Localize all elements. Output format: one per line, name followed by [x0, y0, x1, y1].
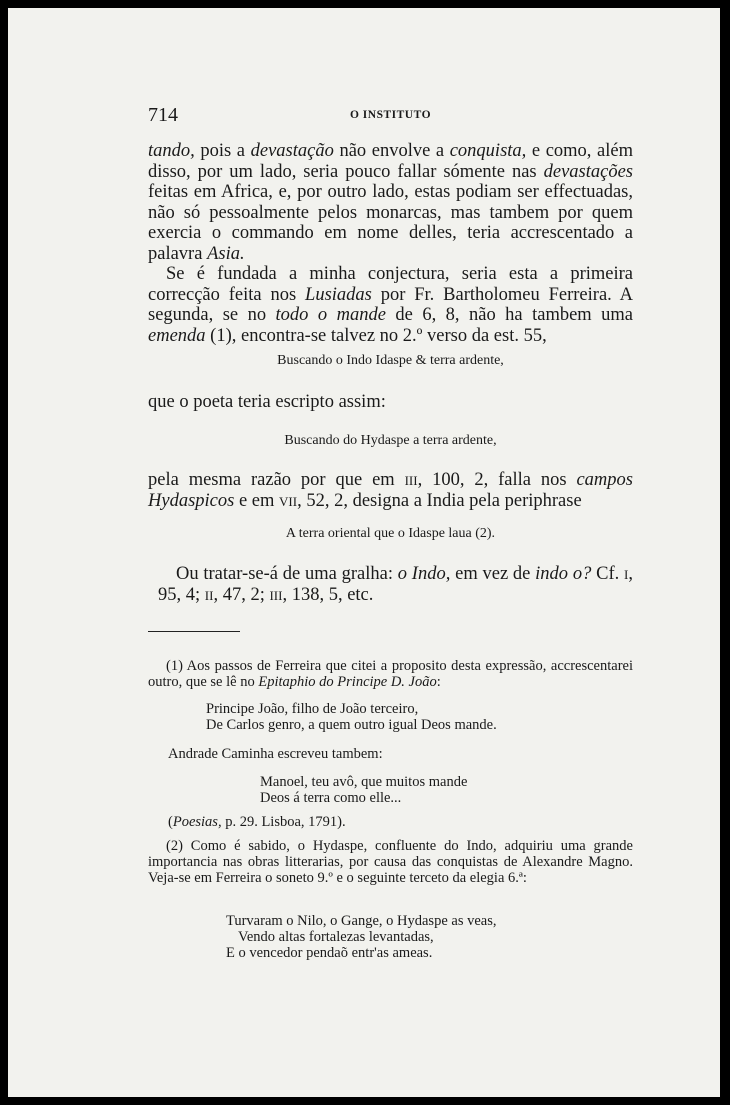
- text-run: e em: [234, 490, 280, 511]
- text-run: em vez de: [450, 564, 536, 584]
- text-run: não envolve a: [333, 141, 450, 161]
- paragraph-1: [148, 141, 633, 264]
- paragraph-3: [148, 470, 633, 511]
- italic-emenda: emenda: [148, 325, 206, 346]
- footnote-2: (2) Como é sabido, o Hydaspe, confluente do Indo, adquiriu uma grande importancia nas obras litterarias, por causa das conquistas de Alexandre Magno. Veja-se em Ferreira o soneto 9.º e o seguinte terceto da elegia 6.ª:: [148, 838, 633, 886]
- text-run: p. 29. Lisboa, 1791).: [221, 814, 346, 830]
- italic-devastacoes: devastações: [543, 161, 633, 182]
- text-run: , 138, 5, etc.: [282, 584, 374, 605]
- verse-quote-1: Buscando o Indo Idaspe & terra ardente,: [277, 353, 504, 368]
- footnote-1-continuation: Andrade Caminha escreveu tambem:: [168, 746, 383, 762]
- page: [8, 8, 720, 1097]
- text-run: pela mesma razão por que em: [148, 470, 405, 490]
- verse-quote-3: A terra oriental que o Idaspe laua (2).: [285, 526, 496, 541]
- italic-conquista: conquista,: [449, 141, 527, 161]
- footnote-1-source: [168, 814, 633, 830]
- footnote-1-verse-b: [260, 774, 630, 806]
- text-run: feitas em Africa, e, por outro lado, estas podiam ser effectuadas, não só pessoalmente pelos monarcas, mas tambem por quem exercia o commando em nome delles, teria accrescentado a palavra: [148, 182, 633, 264]
- italic-todo-o-mande: todo o mande: [275, 305, 386, 325]
- italic-o-indo: o Indo,: [397, 564, 451, 584]
- italic-poesias: Poesias,: [172, 814, 222, 830]
- text-run: Cf.: [591, 564, 625, 584]
- text-run: de 6, 8, não ha tambem uma: [385, 305, 633, 325]
- text-run: (1) Aos passos de Ferreira que citei a proposito desta expressão, accrescentarei outro, que se lê no: [148, 658, 633, 690]
- verse-line: Vendo altas fortalezas levantadas,: [238, 929, 434, 945]
- footnote-2-verse: [226, 913, 626, 961]
- roman-numeral: iii: [269, 584, 283, 605]
- text-run: , 95, 4;: [158, 564, 633, 605]
- footnote-1-verse-a: [206, 701, 626, 733]
- page-header: [148, 104, 633, 128]
- verse-quote-2: Buscando do Hydaspe a terra ardente,: [284, 433, 497, 448]
- verse-line: Turvaram o Nilo, o Gange, o Hydaspe as veas,: [226, 913, 497, 929]
- paragraph-2: [148, 264, 633, 346]
- roman-numeral: ii: [204, 584, 214, 605]
- text-run: , 100, 2, falla nos: [417, 470, 577, 490]
- text-run: Se é fundada a minha conjectura, seria esta a primeira correcção feita nos: [148, 264, 633, 305]
- verse-line: De Carlos genro, a quem outro igual Deos mande.: [206, 717, 497, 733]
- italic-campos-hydaspicos: campos Hydaspicos: [148, 470, 633, 511]
- italic-epitaphio: Epitaphio do Principe D. João: [258, 674, 437, 690]
- line-after-verse-1: que o poeta teria escripto assim:: [148, 392, 386, 412]
- page-number: 714: [148, 104, 178, 126]
- italic-lusiadas: Lusiadas: [305, 284, 372, 305]
- italic-devastacao: devastação: [250, 141, 334, 161]
- paragraph-4: [158, 564, 633, 605]
- text-run: , 47, 2;: [213, 584, 270, 605]
- roman-numeral: vii: [279, 490, 298, 511]
- text-run: , 52, 2, designa a India pela periphrase: [297, 490, 582, 511]
- verse-line: Principe João, filho de João terceiro,: [206, 701, 419, 717]
- text-run: pois a: [194, 141, 251, 161]
- italic-tando: tando,: [148, 141, 195, 161]
- roman-numeral: iii: [404, 470, 418, 490]
- footnote-divider: [148, 631, 240, 632]
- text-run: (1), encontra-se talvez no 2.º verso da est. 55,: [205, 325, 547, 346]
- verse-line: Manoel, teu avô, que muitos mande: [260, 774, 468, 790]
- text-run: Ou tratar-se-á de uma gralha:: [176, 564, 398, 584]
- italic-indo-o: indo o?: [535, 564, 592, 584]
- italic-asia: Asia.: [207, 243, 245, 264]
- roman-numeral: i: [624, 564, 629, 584]
- verse-line: E o vencedor pendaõ entr'as ameas.: [226, 945, 433, 961]
- text-run: e como, além disso, por um lado, seria pouco fallar sómente nas: [148, 141, 633, 182]
- text-run: (: [168, 814, 173, 830]
- text-run: :: [436, 674, 441, 690]
- footnote-1: [148, 658, 633, 690]
- text-run: por Fr. Bartholomeu Ferreira. A segunda, se no: [148, 284, 633, 325]
- verse-line: Deos á terra como elle...: [260, 790, 402, 806]
- running-title: O INSTITUTO: [349, 109, 432, 121]
